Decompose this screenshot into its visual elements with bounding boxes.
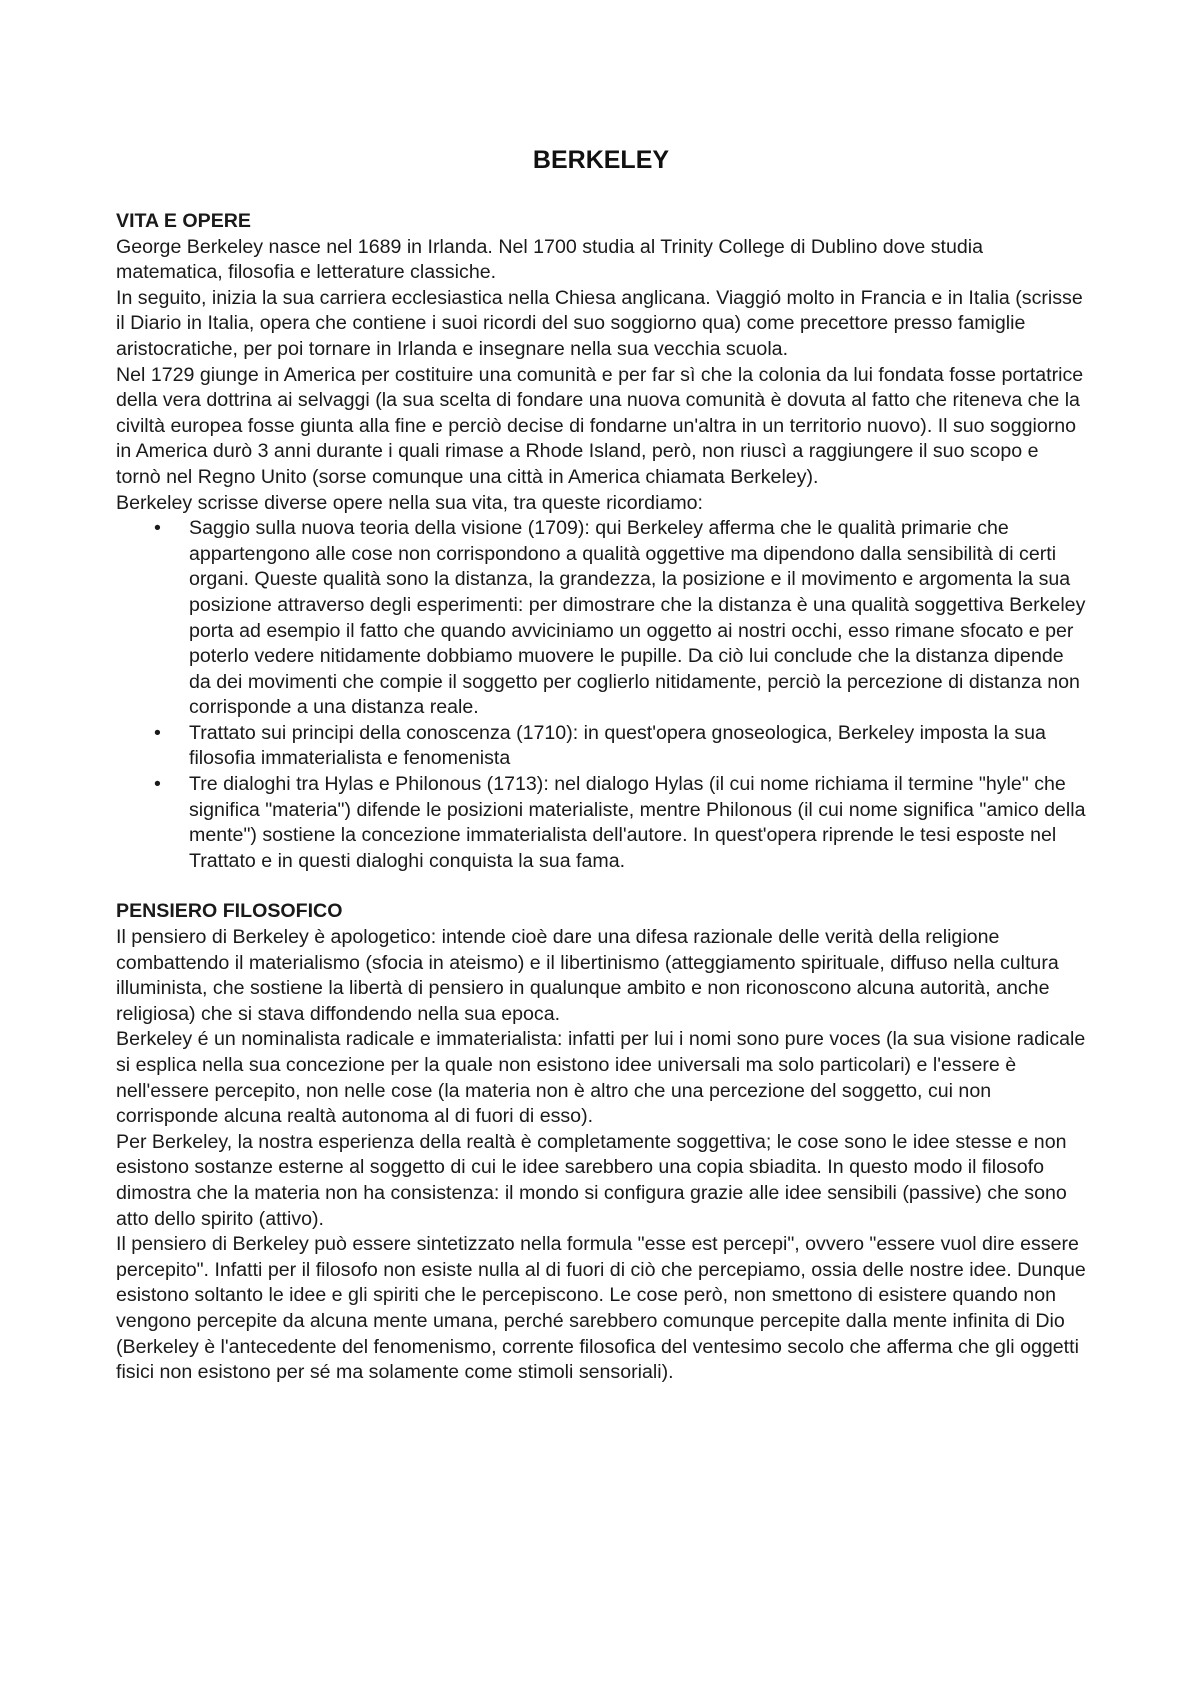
section-heading-pensiero-filosofico: PENSIERO FILOSOFICO bbox=[116, 900, 343, 923]
paragraph-pensiero-4: Il pensiero di Berkeley può essere sintetizzato nella formula "esse est percepi", ovvero "essere vuol dire essere percepito". Infatti per il filosofo non esiste nulla al di fuori di ciò che percepiamo, ossia delle nostre idee. Dunque esistono soltanto le idee e gli spiriti che le percepiscono. Le cose però, non smettono di esistere quando non vengono percepite da alcuna mente umana, perché sarebbero comunque percepite dalla mente infinita di Dio bbox=[116, 1233, 1086, 1332]
list-item-text: Saggio sulla nuova teoria della visione (1709): qui Berkeley afferma che le qualità primarie che appartengono alle cose non corrispondono a qualità oggettive ma dipendono dalla sensibilità di certi organi. Queste qualità sono la distanza, la grandezza, la posizione e il movimento e argomenta la sua posizione attraverso degli esperimenti: per dimostrare che la distanza è una qualità soggettiva Berkeley porta ad esempio il fatto che quando avviciniamo un oggetto ai nostri occhi, esso rimane sfocato e per poterlo vedere nitidamente dobbiamo muovere le pupille. Da ciò lui conclude che la distanza dipende da dei movimenti che compie il soggetto per coglierlo nitidamente, perciò la percezione di distanza non corrisponde a una distanza reale. bbox=[189, 517, 1086, 719]
paragraph-pensiero-1: Il pensiero di Berkeley è apologetico: intende cioè dare una difesa razionale delle verità della religione combattendo il materialismo (sfocia in ateismo) e il libertinismo (atteggiamento spirituale, diffuso nella cultura illuminista, che sostiene la libertà di pensiero in qualunque ambito e non riconoscono alcuna autorità, anche religiosa) che si stava diffondendo nella sua epoca. bbox=[116, 926, 1059, 1025]
paragraph-pensiero-3: Per Berkeley, la nostra esperienza della realtà è completamente soggettiva; le cose sono le idee stesse e non esistono sostanze esterne al soggetto di cui le idee sarebbero una copia sbiadita. In questo modo il filosofo dimostra che la materia non ha consistenza: il mondo si configura grazie alle idee sensibili (passive) che sono atto dello spirito (attivo). bbox=[116, 1130, 1067, 1230]
paragraph-pensiero-2: Berkeley é un nominalista radicale e immaterialista: infatti per lui i nomi sono pure voces (la sua visione radicale si esplica nella sua concezione per la quale non esistono idee universali ma solo particolari) e l'essere è nell'essere percepito, non nelle cose (la materia non è altro che una percezione del soggetto, cui non corrisponde alcuna realtà autonoma al di fuori di esso). bbox=[116, 1028, 1086, 1128]
list-item-dialoghi bbox=[116, 772, 1086, 874]
paragraph-vita-2: In seguito, inizia la sua carriera ecclesiastica nella Chiesa anglicana. Viaggió molto in Francia e in Italia (scrisse il Diario in Italia, opera che contiene i suoi ricordi del suo soggiorno qua) come precettore presso famiglie aristocratiche, per poi tornare in Irlanda e insegnare nella sua vecchia scuola. bbox=[116, 286, 1083, 360]
paragraph-vita-3: Nel 1729 giunge in America per costituire una comunità e per far sì che la colonia da lui fondata fosse portatrice della vera dottrina ai selvaggi (la sua scelta di fondare una nuova comunità è dovuta al fatto che riteneva che la civiltà europea fosse giunta alla fine e perciò decise di fondarne un'altra in un territorio nuovo). Il suo soggiorno in America durò 3 anni durante i quali rimase a Rhode Island, però, non riuscì a raggiungere il suo scopo e tornò nel Regno Unito (sorse comunque una città in America chiamata Berkeley). bbox=[116, 363, 1084, 488]
list-item-text: Trattato sui principi della conoscenza (1710): in quest'opera gnoseologica, Berkeley imposta la sua filosofia immaterialista e fenomenista bbox=[189, 721, 1046, 770]
bullet-icon: • bbox=[154, 517, 161, 540]
bullet-icon: • bbox=[154, 721, 161, 744]
paragraph-vita-4: Berkeley scrisse diverse opere nella sua vita, tra queste ricordiamo: bbox=[116, 491, 703, 514]
list-item-text: Tre dialoghi tra Hylas e Philonous (1713): nel dialogo Hylas (il cui nome richiama il termine "hyle" che significa "materia") difende le posizioni materialiste, mentre Philonous (il cui nome significa "amico della mente") sostiene la concezione immaterialista dell'autore. In quest'opera riprende le tesi esposte nel Trattato e in questi dialoghi conquista la sua fama. bbox=[189, 773, 1086, 872]
document-title: BERKELEY bbox=[532, 146, 670, 174]
section-heading-vita-e-opere: VITA E OPERE bbox=[116, 210, 252, 232]
paragraph-vita-1: George Berkeley nasce nel 1689 in Irlanda. Nel 1700 studia al Trinity College di Dublino dove studia matematica, filosofia e letterature classiche. bbox=[116, 235, 984, 284]
paragraph-pensiero-5: (Berkeley è l'antecedente del fenomenismo, corrente filosofica del ventesimo secolo che afferma che gli oggetti fisici non esistono per sé ma solamente come stimoli sensoriali). bbox=[116, 1335, 1079, 1384]
bullet-icon: • bbox=[154, 773, 161, 796]
works-list bbox=[116, 516, 1086, 874]
document-page bbox=[116, 140, 1086, 1386]
list-item-saggio bbox=[116, 516, 1086, 721]
list-item-trattato bbox=[116, 721, 1086, 772]
